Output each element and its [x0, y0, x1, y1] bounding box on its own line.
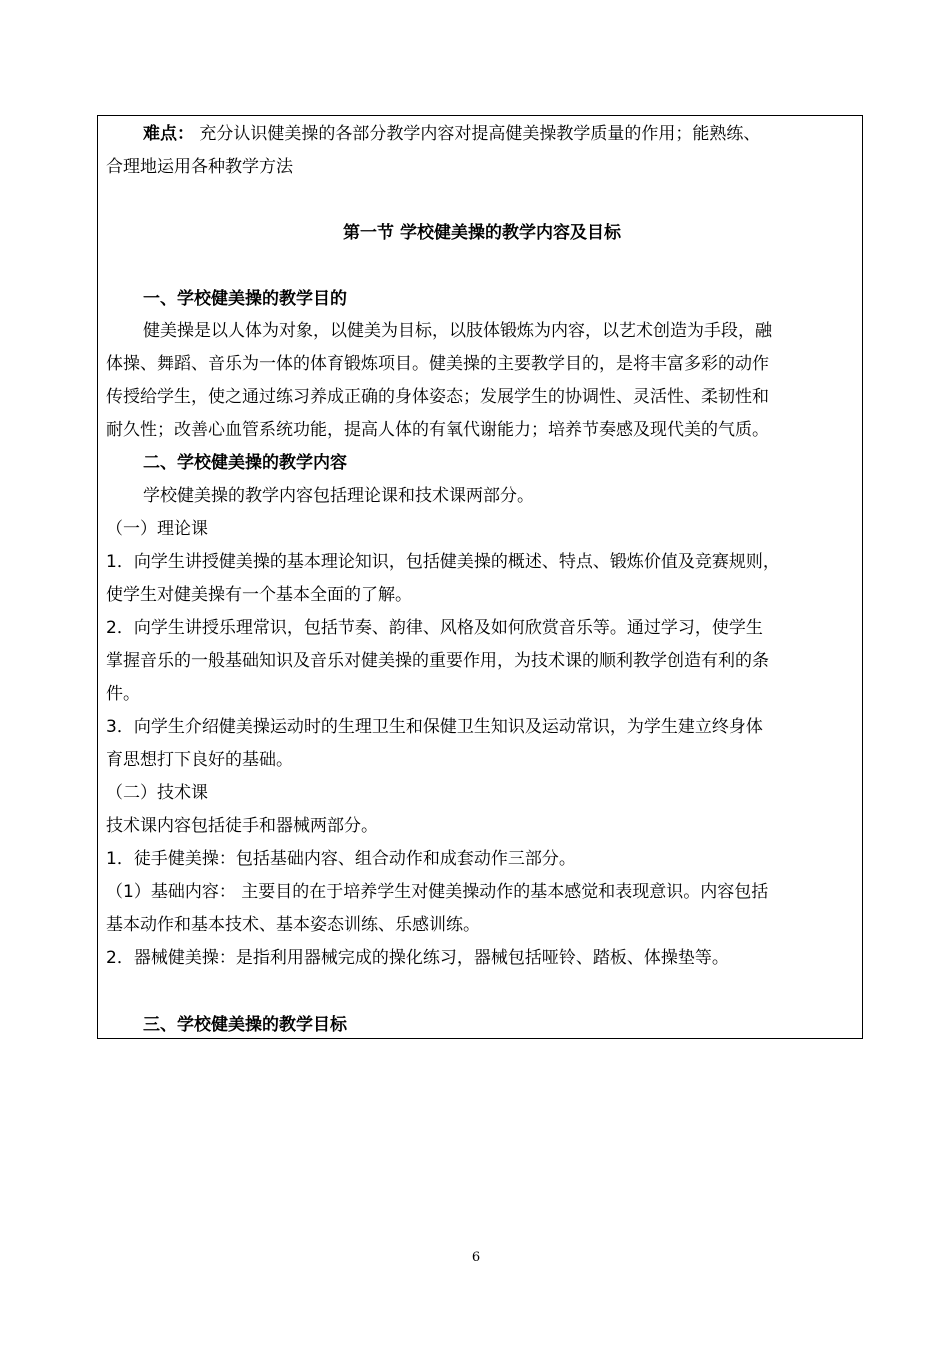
heading-teaching-purpose: 一、学校健美操的教学目的 [143, 289, 347, 309]
theory-item-3-line: 育思想打下良好的基础。 [106, 750, 293, 770]
page-number: 6 [471, 1250, 481, 1265]
purpose-paragraph-line: 体操、舞蹈、音乐为一体的体育锻炼项目。健美操的主要教学目的，是将丰富多彩的动作 [106, 354, 769, 374]
technique-intro: 技术课内容包括徒手和器械两部分。 [106, 816, 378, 836]
theory-item-3-line: 3．向学生介绍健美操运动时的生理卫生和保健卫生知识及运动常识，为学生建立终身体 [106, 717, 763, 737]
difficulty-line-1 [106, 122, 858, 146]
difficulty-line-2: 合理地运用各种教学方法 [106, 157, 293, 177]
heading-teaching-goals: 三、学校健美操的教学目标 [143, 1015, 347, 1035]
theory-item-1-line: 1．向学生讲授健美操的基本理论知识，包括健美操的概述、特点、锻炼价值及竞赛规则， [106, 552, 780, 572]
section-title: 第一节 学校健美操的教学内容及目标 [343, 223, 621, 243]
technique-item-1: 1．徒手健美操：包括基础内容、组合动作和成套动作三部分。 [106, 849, 576, 869]
technique-item-1-1-line: （1）基础内容： 主要目的在于培养学生对健美操动作的基本感觉和表现意识。内容包括 [106, 882, 769, 902]
theory-item-2-line: 件。 [106, 684, 140, 704]
theory-item-2-line: 掌握音乐的一般基础知识及音乐对健美操的重要作用，为技术课的顺利教学创造有利的条 [106, 651, 769, 671]
difficulty-text: 充分认识健美操的各部分教学内容对提高健美操教学质量的作用；能熟练、 [194, 124, 761, 144]
purpose-paragraph-line: 传授给学生，使之通过练习养成正确的身体姿态；发展学生的协调性、灵活性、柔韧性和 [106, 387, 769, 407]
subheading-technique: （二）技术课 [106, 783, 208, 803]
theory-item-2-line: 2．向学生讲授乐理常识，包括节奏、韵律、风格及如何欣赏音乐等。通过学习，使学生 [106, 618, 763, 638]
purpose-paragraph-line: 健美操是以人体为对象，以健美为目标，以肢体锻炼为内容，以艺术创造为手段，融 [143, 321, 772, 341]
subheading-theory: （一）理论课 [106, 519, 208, 539]
difficulty-label: 难点： [143, 124, 194, 144]
purpose-paragraph-line: 耐久性；改善心血管系统功能，提高人体的有氧代谢能力；培养节奏感及现代美的气质。 [106, 420, 769, 440]
content-intro: 学校健美操的教学内容包括理论课和技术课两部分。 [143, 486, 534, 506]
theory-item-1-line: 使学生对健美操有一个基本全面的了解。 [106, 585, 412, 605]
heading-teaching-content: 二、学校健美操的教学内容 [143, 453, 347, 473]
technique-item-2: 2．器械健美操：是指利用器械完成的操化练习，器械包括哑铃、踏板、体操垫等。 [106, 948, 729, 968]
technique-item-1-1-line: 基本动作和基本技术、基本姿态训练、乐感训练。 [106, 915, 480, 935]
